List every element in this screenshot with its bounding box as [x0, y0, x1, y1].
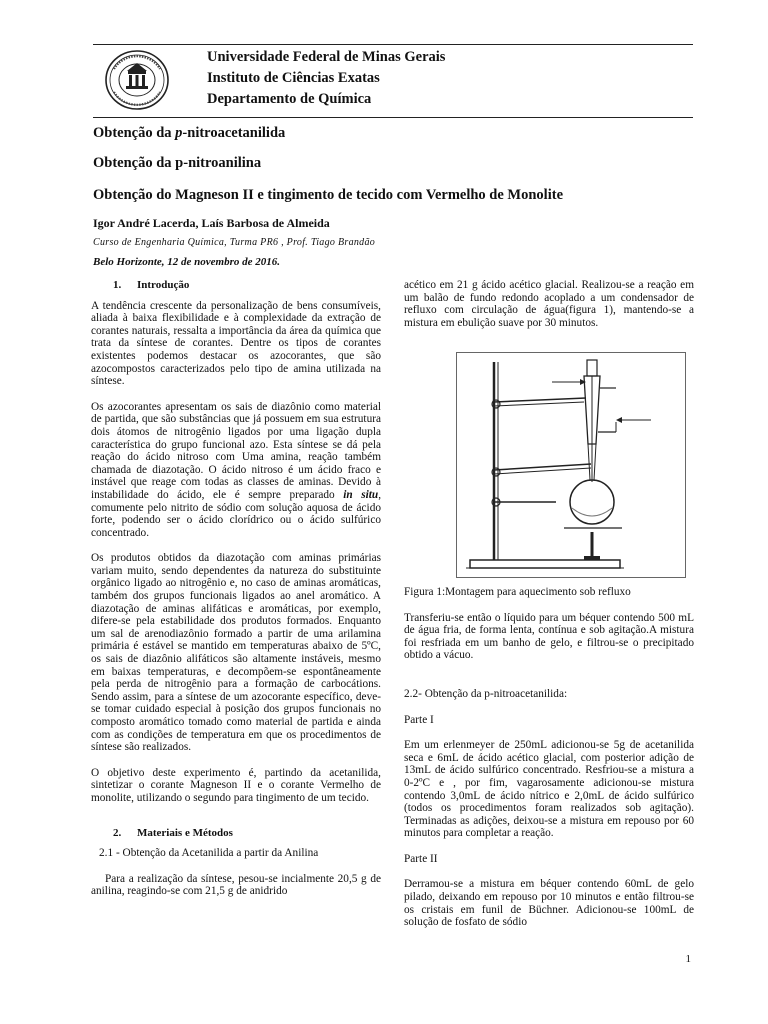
section-introduction-heading: 1. Introdução: [113, 279, 190, 291]
header-rule-bottom: [93, 117, 693, 118]
title-1: Obtenção da p-nitroacetanilida: [93, 125, 286, 141]
subsection-2-2: 2.2- Obtenção da p-nitroacetanilida:: [404, 687, 568, 700]
page-number: 1: [685, 953, 691, 965]
figure-1-caption: Figura 1:Montagem para aquecimento sob refluxo: [404, 585, 631, 598]
left-column: [91, 279, 381, 911]
part-1-heading: Parte I: [404, 713, 434, 726]
part-2-heading: Parte II: [404, 852, 438, 865]
header-rule-top: [93, 44, 693, 45]
reflux-paragraph: acético em 21 g ácido acético glacial. Realizou-se a reação em um balão de fundo redondo acoplado a um condensador de refluxo com circulação de água(figura 1), mantendo-se a mistura em ebulição suave por 30 minutos.: [404, 279, 694, 329]
transfer-paragraph: Transferiu-se então o líquido para um béquer contendo 500 mL de água fria, de forma lenta, contínua e sob agitação.A mistura foi resfriada em um banho de gelo, e filtrou-se o precipitado obtido a vácuo.: [404, 611, 694, 662]
title-3: Obtenção do Magneson II e tingimento de tecido com Vermelho de Monolite: [93, 187, 564, 203]
institute-name: Instituto de Ciências Exatas: [207, 70, 380, 86]
university-name: Universidade Federal de Minas Gerais: [207, 49, 446, 65]
section-methods-heading: 2. Materiais e Métodos: [113, 826, 233, 839]
right-column: [404, 279, 694, 942]
course-info: Curso de Engenharia Química, Turma PR6 , Prof. Tiago Brandão: [93, 237, 376, 248]
title-2: Obtenção da p-nitroanilina: [93, 155, 262, 171]
intro-paragraph-3: Os produtos obtidos da diazotação com aminas primárias variam muito, sendo dependentes da natureza do substituinte orgânico ligado ao nitrogênio e, no caso de aminas aromáticas, também dos grupos funcionais ligados ao anel aromático. A diazotação de aminas alifáticas e aromáticas, por exemplo, difere-se pela estabilidade dos produtos formados. Enquanto um sal de arenodiazônio formado a partir de uma arilamina primária é estável se mantido em temperaturas abaixo de 5ºC, os sais de diazônio alifáticos são altamente instáveis, mesmo em baixas temperaturas, e decompõem-se espontâneamente pela perda de nitrogênio para a formação de carbocátions. Sendo assim, para a síntese de um azocorante específico, deve-se tomar cuidado especial à posição dos grupos funcionais no composto aromático tomado como material de partida e ainda com as condições de temperatura em que os procedimentos de síntese são realizados.: [91, 552, 381, 754]
authors: Igor André Lacerda, Laís Barbosa de Almeida: [93, 216, 330, 230]
intro-paragraph-4: O objetivo deste experimento é, partindo da acetanilida, sintetizar o corante Magneson II e o corante Vermelho de monolite, utilizando o segundo para tingimento de um tecido.: [91, 766, 381, 804]
subsection-2-1: 2.1 - Obtenção da Acetanilida a partir da Anilina: [99, 847, 319, 860]
reflux-apparatus-figure: [456, 352, 686, 578]
university-seal-icon: [104, 49, 170, 111]
methods-paragraph-1: Para a realização da síntese, pesou-se incialmente 20,5 g de anilina, reagindo-se com 21,5 g de anidrido: [91, 872, 381, 898]
institution-block: [207, 47, 445, 110]
department-name: Departamento de Química: [207, 91, 372, 107]
intro-paragraph-1: A tendência crescente da personalização de bens consumíveis, aliada à baixa flexibilidade e à complexidade da extração de corantes naturais, ressalta a importância da área da química que trata da síntese de corantes. Dentre os tipos de corantes existentes podemos destacar os azocorantes, que são azocompostos caracterizados pelo tipo de amina utilizada na síntese.: [91, 299, 381, 388]
part-1-paragraph: Em um erlenmeyer de 250mL adicionou-se 5g de acetanilida seca e 6mL de ácido acético glacial, com posterior adição de 13mL de ácido sulfúrico concentrado. Resfriou-se a mistura a 0-2ºC e , por fim, vagarosamente adicionou-se mistura contendo 3,0mL de ácido nítrico e 2,0mL de ácido sulfúrico (todos os procedimentos foram realizados sob agitação). Terminadas as adições, deixou-se a mistura em repouso por 60 minutos para completar a reação.: [404, 739, 694, 840]
place-date: Belo Horizonte, 12 de novembro de 2016.: [93, 256, 280, 268]
part-2-paragraph: Derramou-se a mistura em béquer contendo 60mL de gelo pilado, deixando em repouso por 10 minutos e então filtrou-se os cristais em funil de Büchner. Adicionou-se 100mL de solução de fosfato de sódio: [404, 878, 694, 929]
intro-paragraph-2: Os azocorantes apresentam os sais de diazônio como material de partida, que são substâncias que já possuem em sua estrutura dois átomos de nitrogênio ligados por uma ligação dupla característica do grupo funcional azo. Esta síntese se dá pela reação do ácido nitroso com Uma amina, reação também chamada de diazotação. O ácido nitroso é um ácido fraco e instável que reage com todas as classes de aminas. Devido à instabilidade do ácido, ele é sempre preparado in situ, comumente pelo nitrito de sódio com solução aquosa de ácido forte, podendo ser o ácido clorídrico ou o ácido sulfúrico concentrado.: [91, 400, 382, 539]
